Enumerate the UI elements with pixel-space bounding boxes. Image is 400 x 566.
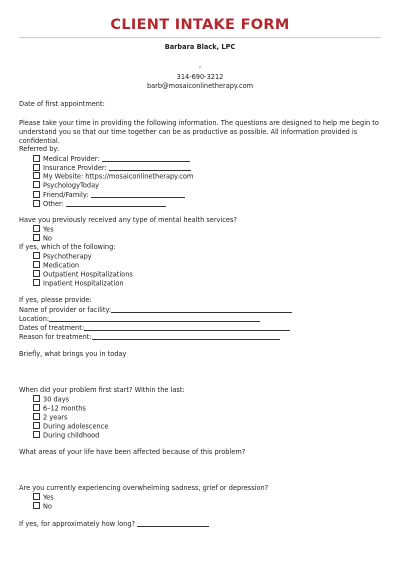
checkbox-icon[interactable] xyxy=(33,395,40,402)
option-label: No xyxy=(43,234,52,243)
title-divider xyxy=(19,37,381,38)
option-label: During adolescence xyxy=(43,422,109,431)
provider-info-label: If yes, please provide: xyxy=(19,296,92,304)
checkbox-icon[interactable] xyxy=(33,181,40,188)
option-label: 30 days xyxy=(43,395,70,404)
option-label: Inpatient Hospitalization xyxy=(43,279,124,288)
friend-family-field[interactable] xyxy=(91,190,185,198)
option-label: Other: xyxy=(43,200,64,208)
date-label: Date of first appointment: xyxy=(19,100,105,108)
option-label: No xyxy=(43,502,52,511)
reason-field[interactable] xyxy=(92,332,280,340)
field-label: Reason for treatment: xyxy=(19,333,92,341)
problem-option-childhood[interactable] xyxy=(33,431,99,441)
medical-provider-field[interactable] xyxy=(102,154,190,162)
referred-option-other[interactable] xyxy=(33,199,166,209)
form-title: CLIENT INTAKE FORM xyxy=(110,17,290,33)
checkbox-icon[interactable] xyxy=(33,172,40,179)
intro-paragraph: Please take your time in providing the following information. The questions are designed to help me begin to understand you so that our time together can be as productive as possible. All information provided is confidential. xyxy=(19,119,379,145)
life-areas-question: What areas of your life have been affected because of this problem? xyxy=(19,448,246,456)
checkbox-icon[interactable] xyxy=(33,404,40,411)
other-referral-field[interactable] xyxy=(66,199,166,207)
option-label: Outpatient Hospitalizations xyxy=(43,270,133,279)
checkbox-icon[interactable] xyxy=(33,270,40,277)
option-label: Insurance Provider: xyxy=(43,164,107,172)
field-label: Location: xyxy=(19,315,50,323)
option-label: Friend/Family: xyxy=(43,191,89,199)
checkbox-icon[interactable] xyxy=(33,155,40,162)
field-label: Name of provider or facility: xyxy=(19,306,112,314)
reason-row[interactable] xyxy=(19,332,280,342)
provider-phone: 314-690-3212 xyxy=(176,73,224,81)
option-label: During childhood xyxy=(43,431,100,440)
provider-comma: , xyxy=(198,61,202,69)
checkbox-icon[interactable] xyxy=(33,413,40,420)
checkbox-icon[interactable] xyxy=(33,191,40,198)
provider-name: Barbara Black, LPC xyxy=(164,43,236,51)
how-long-row[interactable] xyxy=(19,519,209,529)
checkbox-icon[interactable] xyxy=(33,502,40,509)
sadness-no[interactable] xyxy=(33,502,52,512)
field-label: If yes, for approximately how long? xyxy=(19,520,136,528)
sadness-question: Are you currently experiencing overwhelming sadness, grief or depression? xyxy=(19,484,269,492)
how-long-field[interactable] xyxy=(137,519,209,527)
checkbox-icon[interactable] xyxy=(33,164,40,171)
checkbox-icon[interactable] xyxy=(33,200,40,207)
provider-email: barb@mosaiconlinetherapy.com xyxy=(146,82,254,90)
checkbox-icon[interactable] xyxy=(33,252,40,259)
option-label: PsychologyToday xyxy=(43,181,100,190)
brings-you-question: Briefly, what brings you in today xyxy=(19,350,127,358)
services-option-inpatient[interactable] xyxy=(33,279,124,289)
field-label: Dates of treatment: xyxy=(19,324,85,332)
checkbox-icon[interactable] xyxy=(33,225,40,232)
checkbox-icon[interactable] xyxy=(33,422,40,429)
insurance-provider-field[interactable] xyxy=(109,163,191,171)
checkbox-icon[interactable] xyxy=(33,431,40,438)
option-label: Yes xyxy=(43,493,54,502)
option-label: Yes xyxy=(43,225,54,234)
option-label: Psychotherapy xyxy=(43,252,92,261)
checkbox-icon[interactable] xyxy=(33,279,40,286)
option-label: 6–12 months xyxy=(43,404,86,413)
prev-services-question: Have you previously received any type of mental health services? xyxy=(19,216,237,224)
provider-name-field[interactable] xyxy=(111,305,292,313)
option-label: My Website: https://mosaiconlinetherapy.com xyxy=(43,172,194,181)
services-type-label: If yes, which of the following: xyxy=(19,243,116,251)
option-label: Medical Provider: xyxy=(43,155,100,163)
checkbox-icon[interactable] xyxy=(33,493,40,500)
location-field[interactable] xyxy=(49,314,260,322)
checkbox-icon[interactable] xyxy=(33,234,40,241)
checkbox-icon[interactable] xyxy=(33,261,40,268)
option-label: Medication xyxy=(43,261,80,270)
problem-start-question: When did your problem first start? Within the last: xyxy=(19,386,185,394)
option-label: 2 years xyxy=(43,413,68,422)
referred-label: Referred by: xyxy=(19,145,60,153)
dates-field[interactable] xyxy=(84,323,290,331)
